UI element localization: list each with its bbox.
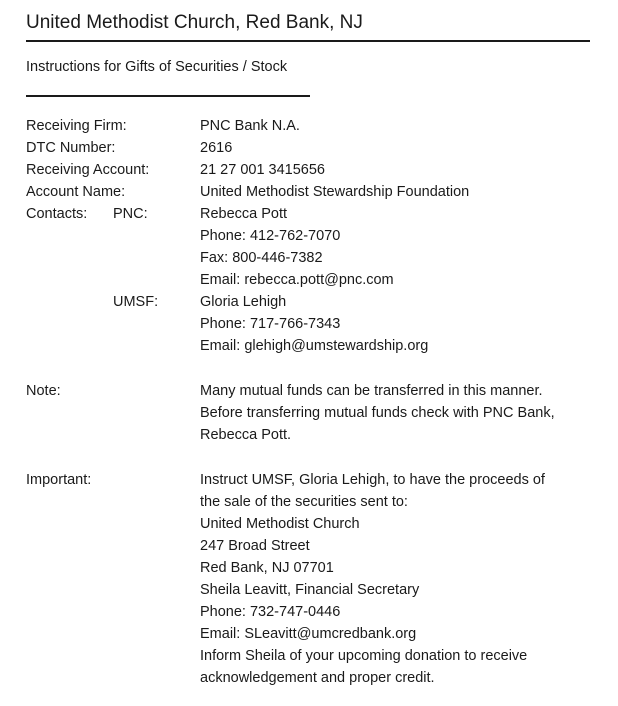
umsf-label: UMSF: [113,294,159,310]
dtc-number-label: DTC Number: [26,140,116,156]
important-line: Instruct UMSF, Gloria Lehigh, to have the proceeds of [200,472,545,488]
document-subtitle: Instructions for Gifts of Securities / Stock [26,59,288,75]
pnc-contact-name: Rebecca Pott [200,206,288,222]
page-title: United Methodist Church, Red Bank, NJ [26,12,363,33]
recipient-city: Red Bank, NJ 07701 [200,560,334,576]
note-label: Note: [26,383,61,399]
umsf-email: Email: glehigh@umstewardship.org [200,338,429,354]
umsf-contact-name: Gloria Lehigh [200,294,287,310]
important-label: Important: [26,472,92,488]
secretary-email: Email: SLeavitt@umcredbank.org [200,626,417,642]
pnc-email: Email: rebecca.pott@pnc.com [200,272,394,288]
receiving-firm-value: PNC Bank N.A. [200,118,300,134]
account-name-value: United Methodist Stewardship Foundation [200,184,470,200]
contacts-label: Contacts: [26,206,88,222]
recipient-street: 247 Broad Street [200,538,310,554]
recipient-name: United Methodist Church [200,516,360,532]
receiving-account-value: 21 27 001 3415656 [200,162,325,178]
important-line: Inform Sheila of your upcoming donation to receive [200,648,528,664]
receiving-account-label: Receiving Account: [26,162,150,178]
secretary-name: Sheila Leavitt, Financial Secretary [200,582,420,598]
umsf-phone: Phone: 717-766-7343 [200,316,341,332]
receiving-firm-label: Receiving Firm: [26,118,127,134]
important-line: the sale of the securities sent to: [200,494,408,510]
pnc-fax: Fax: 800-446-7382 [200,250,323,266]
pnc-phone: Phone: 412-762-7070 [200,228,341,244]
pnc-label: PNC: [113,206,148,222]
important-line: acknowledgement and proper credit. [200,670,435,686]
dtc-number-value: 2616 [200,140,233,156]
account-name-label: Account Name: [26,184,126,200]
title-divider [26,40,590,42]
note-line: Before transferring mutual funds check with PNC Bank, [200,405,555,421]
secretary-phone: Phone: 732-747-0446 [200,604,341,620]
note-line: Many mutual funds can be transferred in this manner. [200,383,543,399]
note-line: Rebecca Pott. [200,427,292,443]
subtitle-underline [26,95,310,97]
